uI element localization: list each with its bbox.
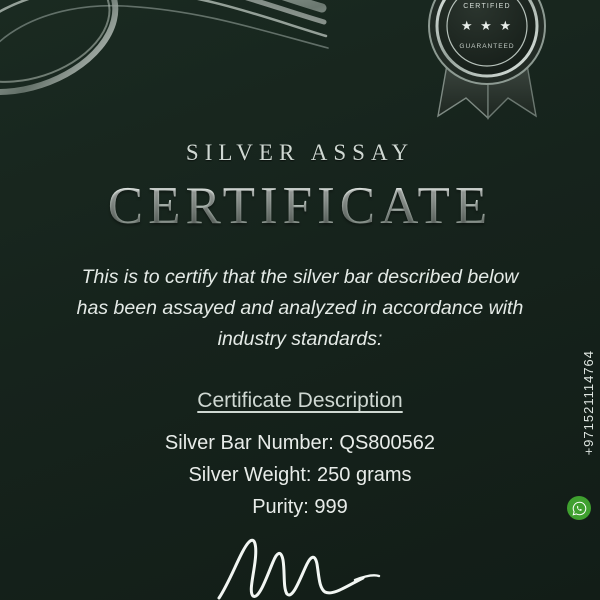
signature xyxy=(205,536,395,600)
list-item: Purity: 999 xyxy=(252,496,348,518)
seal-top-text: CERTIFIED xyxy=(463,3,511,10)
list-item: Silver Bar Number: QS800562 xyxy=(164,432,436,454)
seal-bottom-text: GUARANTEED xyxy=(459,43,515,50)
signature-svg xyxy=(205,536,395,600)
whatsapp-glyph xyxy=(572,501,587,516)
whatsapp-icon[interactable] xyxy=(567,496,591,520)
certificate-details-list xyxy=(0,427,600,523)
list-item: Silver Weight: 250 grams xyxy=(188,464,412,486)
page-title: CERTIFICATE xyxy=(0,176,600,236)
contact-phone-number: +971521114764 xyxy=(581,350,596,456)
section-heading-description: Certificate Description xyxy=(197,389,403,412)
seal-stars: ★ ★ ★ xyxy=(460,18,514,33)
certificate-intro-text: This is to certify that the silver bar described below has been assayed and analyzed in accordance with industry standards: xyxy=(76,266,524,350)
certificate-subtitle: SILVER ASSAY xyxy=(185,140,415,165)
